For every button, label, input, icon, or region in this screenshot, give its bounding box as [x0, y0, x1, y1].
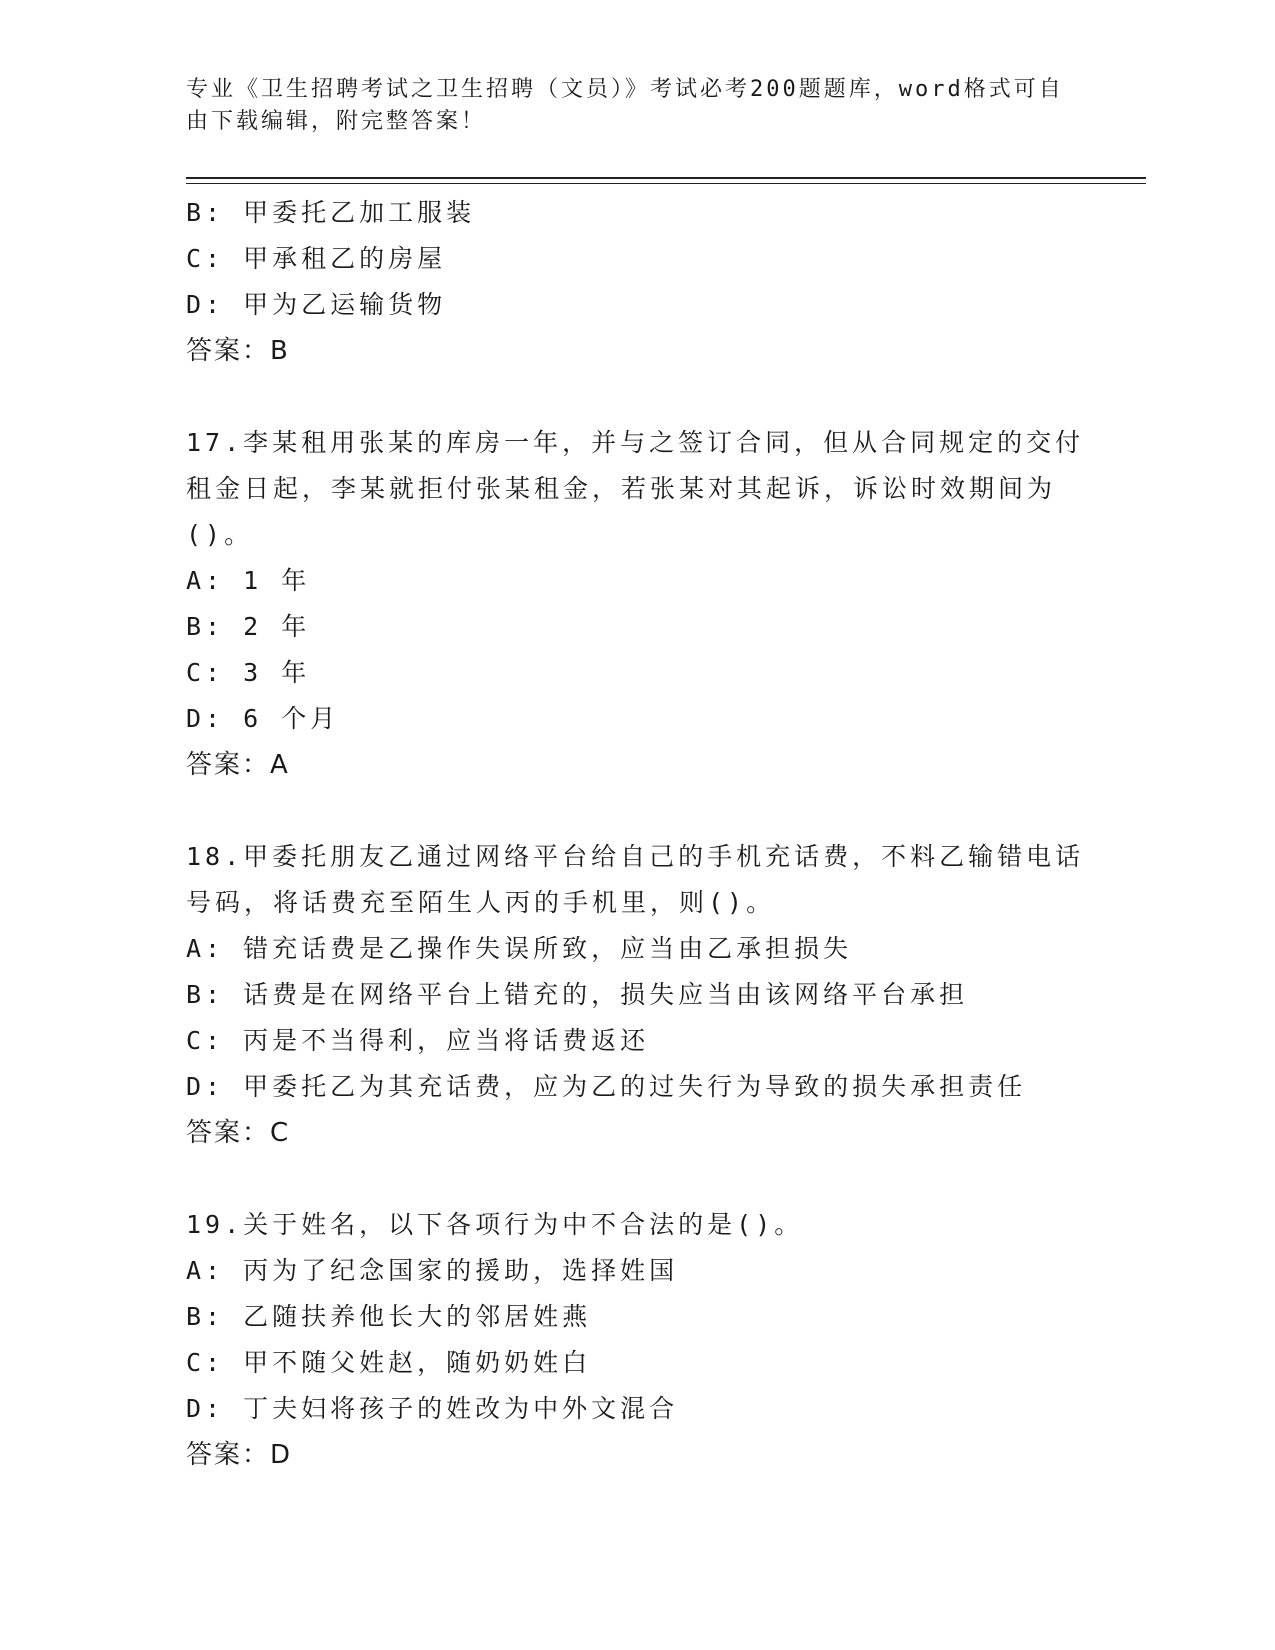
spacer — [186, 788, 1086, 834]
option-d: D: 甲委托乙为其充话费，应为乙的过失行为导致的损失承担责任 — [186, 1072, 1027, 1101]
option-b: B: 甲委托乙加工服装 — [186, 198, 476, 227]
option-c: C: 甲不随父姓赵，随奶奶姓白 — [186, 1348, 592, 1377]
header-line-2: 由下载编辑，附完整答案！ — [186, 109, 487, 134]
spacer — [186, 1156, 1086, 1202]
header-divider-thin — [186, 183, 1146, 184]
question-stem-line: 号码，将话费充至陌生人丙的手机里，则()。 — [186, 888, 776, 917]
option-d: D: 6 个月 — [186, 704, 340, 733]
question-stem-line: 租金日起，李某就拒付张某租金，若张某对其起诉，诉讼时效期间为 — [186, 474, 1057, 503]
option-c: C: 3 年 — [186, 658, 311, 687]
header-line-1: 专业《卫生招聘考试之卫生招聘（文员）》考试必考200题题库，word格式可自 — [186, 77, 1064, 102]
option-d: D: 丁夫妇将孩子的姓改为中外文混合 — [186, 1394, 679, 1423]
option-a: A: 错充话费是乙操作失误所致，应当由乙承担损失 — [186, 934, 853, 963]
answer-line: 答案：C — [186, 1118, 291, 1148]
answer-line: 答案：B — [186, 336, 290, 366]
question-stem-line: 18.甲委托朋友乙通过网络平台给自己的手机充话费，不料乙输错电话 — [186, 842, 1085, 871]
question-content — [186, 190, 1086, 1478]
spacer — [186, 374, 1086, 420]
option-b: B: 话费是在网络平台上错充的，损失应当由该网络平台承担 — [186, 980, 969, 1009]
option-a: A: 1 年 — [186, 566, 311, 595]
document-header — [186, 74, 1086, 138]
question-16-continued — [186, 190, 1086, 374]
question-stem-line: 17.李某租用张某的库房一年，并与之签订合同，但从合同规定的交付 — [186, 428, 1085, 457]
answer-line: 答案：D — [186, 1440, 293, 1470]
option-d: D: 甲为乙运输货物 — [186, 290, 447, 319]
question-18 — [186, 834, 1086, 1156]
option-c: C: 甲承租乙的房屋 — [186, 244, 447, 273]
answer-line: 答案：A — [186, 750, 290, 780]
header-divider-thick — [186, 177, 1146, 179]
option-a: A: 丙为了纪念国家的援助，选择姓国 — [186, 1256, 679, 1285]
question-19 — [186, 1202, 1086, 1478]
option-b: B: 乙随扶养他长大的邻居姓燕 — [186, 1302, 592, 1331]
option-b: B: 2 年 — [186, 612, 311, 641]
question-stem-line: 19.关于姓名，以下各项行为中不合法的是()。 — [186, 1210, 804, 1239]
question-stem-line: ()。 — [186, 520, 254, 549]
question-17 — [186, 420, 1086, 788]
option-c: C: 丙是不当得利，应当将话费返还 — [186, 1026, 650, 1055]
